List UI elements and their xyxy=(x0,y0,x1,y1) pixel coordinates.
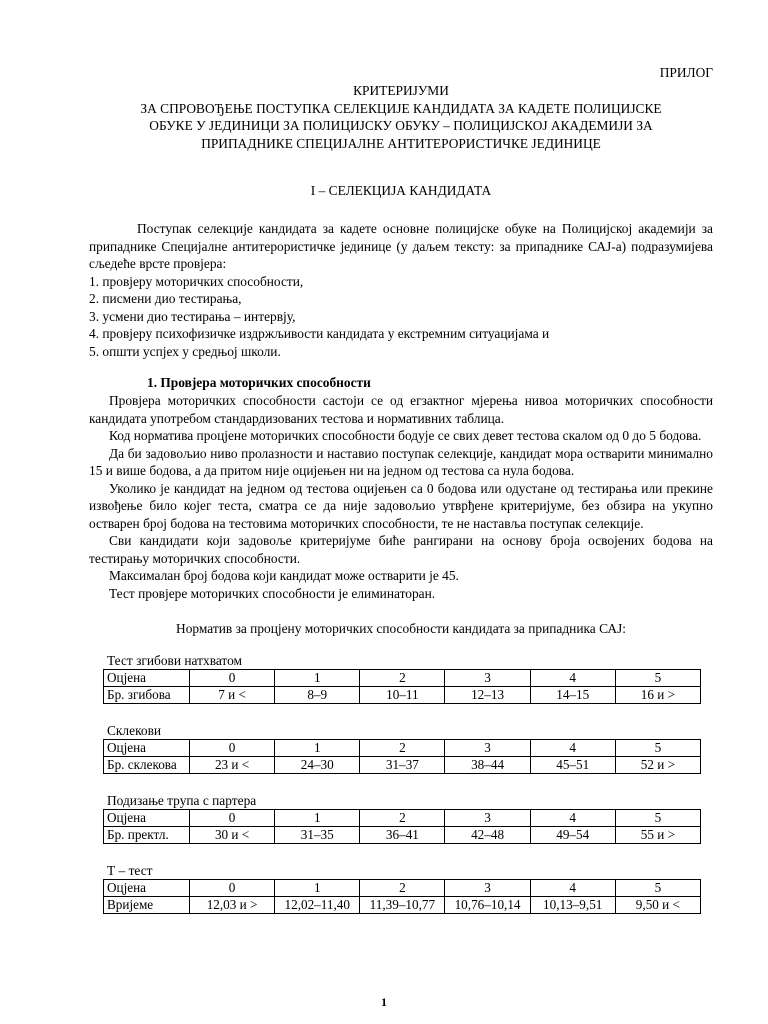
table-cell: 5 xyxy=(615,740,700,757)
table-cell: 11,39–10,77 xyxy=(360,897,445,914)
paragraph: Да би задовољио ниво пролазности и наставио поступак селекције, кандидат мора остварити минимално 15 и више бодова, а да притом није оцијењен ни на једном од тестова са нула бодова. xyxy=(89,445,713,478)
title-line: ЗА СПРОВОЂЕЊЕ ПОСТУПКА СЕЛЕКЦИЈЕ КАНДИДАТА ЗА КАДЕТЕ ПОЛИЦИЈСКЕ xyxy=(140,100,662,116)
table-cell: 3 xyxy=(445,880,530,897)
table-cell: Бр. склекова xyxy=(104,757,190,774)
table-cell: Вријеме xyxy=(104,897,190,914)
table-cell: 16 и > xyxy=(615,687,700,704)
table-label: Т – тест xyxy=(107,863,153,878)
table-row xyxy=(104,897,701,914)
table-cell: 1 xyxy=(275,740,360,757)
table-cell: 0 xyxy=(190,880,275,897)
table-row xyxy=(104,827,701,844)
list-item: 5. општи успјех у средњој школи. xyxy=(89,343,281,359)
table-cell: 14–15 xyxy=(530,687,615,704)
paragraph: Уколико је кандидат на једном од тестова оцијењен са 0 бодова или одустане од тестирања или прекине извођење било којег теста, сматра се да није задовољио утврђене критеријуме, без обзира на укупно остварен број бодова на тестовима моторичких способности, те не наставља поступак селекције. xyxy=(89,480,713,531)
table-cell: 12,02–11,40 xyxy=(275,897,360,914)
table-cell: 31–35 xyxy=(275,827,360,844)
table-label: Склекови xyxy=(107,723,162,738)
table-cell: 2 xyxy=(360,810,445,827)
table-cell: 38–44 xyxy=(445,757,530,774)
table-cell: 12–13 xyxy=(445,687,530,704)
table-cell: 5 xyxy=(615,810,700,827)
page-number: 1 xyxy=(381,995,387,1009)
document-page xyxy=(89,64,713,914)
title-line: КРИТЕРИЈУМИ xyxy=(353,83,449,98)
table-cell: 55 и > xyxy=(615,827,700,844)
table-cell: 30 и < xyxy=(190,827,275,844)
table-cell: 10–11 xyxy=(360,687,445,704)
annex-label: ПРИЛОГ xyxy=(659,65,713,80)
list-item: 1. провјеру моторичких способности, xyxy=(89,273,304,289)
list-item: 2. писмени дио тестирања, xyxy=(89,291,242,306)
pushups-table xyxy=(103,739,701,774)
table-cell: 5 xyxy=(615,670,700,687)
situps-table xyxy=(103,809,701,844)
table-cell: 10,13–9,51 xyxy=(530,897,615,914)
table-row xyxy=(104,687,701,704)
paragraph: Тест провјере моторичких способности је елиминаторан. xyxy=(109,585,436,601)
table-cell: Бр. пректл. xyxy=(104,827,190,844)
document-title xyxy=(89,82,713,152)
table-cell: 8–9 xyxy=(275,687,360,704)
table-cell: 3 xyxy=(445,670,530,687)
table-cell: Оцјена xyxy=(104,740,190,757)
table-cell: Оцјена xyxy=(104,880,190,897)
table-cell: 3 xyxy=(445,740,530,757)
table-label: Подизање трупа с партера xyxy=(107,793,257,808)
table-row xyxy=(104,740,701,757)
table-cell: 9,50 и < xyxy=(615,897,700,914)
table-cell: 1 xyxy=(275,810,360,827)
table-cell: 31–37 xyxy=(360,757,445,774)
table-cell: 0 xyxy=(190,670,275,687)
paragraph: Максималан број бодова који кандидат може остварити је 45. xyxy=(109,568,459,583)
table-cell: 3 xyxy=(445,810,530,827)
table-cell: 49–54 xyxy=(530,827,615,844)
table-row xyxy=(104,670,701,687)
table-cell: Оцјена xyxy=(104,670,190,687)
table-cell: 42–48 xyxy=(445,827,530,844)
table-cell: 0 xyxy=(190,810,275,827)
table-row xyxy=(104,880,701,897)
table-cell: 5 xyxy=(615,880,700,897)
table-cell: 4 xyxy=(530,740,615,757)
pullups-table xyxy=(103,669,701,704)
table-cell: 1 xyxy=(275,670,360,687)
list-item: 4. провјеру психофизичке издржљивости кандидата у екстремним ситуацијама и xyxy=(89,326,550,341)
checks-list xyxy=(89,273,713,361)
norm-caption: Норматив за процјену моторичких способности кандидата за припадника САЈ: xyxy=(176,621,626,636)
table-cell: 45–51 xyxy=(530,757,615,774)
table-cell: 24–30 xyxy=(275,757,360,774)
table-row xyxy=(104,810,701,827)
section-title: I – СЕЛЕКЦИЈА КАНДИДАТА xyxy=(310,183,492,198)
table-cell: 12,03 и > xyxy=(190,897,275,914)
subsection-title: 1. Провјера моторичких способности xyxy=(147,375,371,390)
table-cell: 23 и < xyxy=(190,757,275,774)
table-cell: 7 и < xyxy=(190,687,275,704)
table-cell: Оцјена xyxy=(104,810,190,827)
table-cell: 4 xyxy=(530,880,615,897)
table-cell: 1 xyxy=(275,880,360,897)
table-cell: 52 и > xyxy=(615,757,700,774)
table-row xyxy=(104,757,701,774)
paragraph: Сви кандидати који задовоље критеријуме биће рангирани на основу броја освојених бодова на тестирању моторичких способности. xyxy=(89,533,713,566)
title-line: ОБУКЕ У ЈЕДИНИЦИ ЗА ПОЛИЦИЈСКУ ОБУКУ – ПОЛИЦИЈСКОЈ АКАДЕМИЈИ ЗА xyxy=(149,118,653,133)
table-cell: 10,76–10,14 xyxy=(445,897,530,914)
paragraph: Провјера моторичких способности састоји се од егзактног мјерења нивоа моторичких способности кандидата употребом стандардизованих тестова и нормативних таблица. xyxy=(89,393,713,426)
table-cell: 36–41 xyxy=(360,827,445,844)
title-line: ПРИПАДНИКЕ СПЕЦИЈАЛНЕ АНТИТЕРОРИСТИЧКЕ ЈЕДИНИЦЕ xyxy=(201,135,601,151)
paragraph: Код норматива процјене моторичких способности бодује се свих девет тестова скалом од 0 до 5 бодова. xyxy=(109,428,702,443)
intro-paragraph: Поступак селекције кандидата за кадете основне полицијске обуке на Полицијској академији за припаднике Специјалне антитерористичке јединице (у даљем тексту: за припаднике САЈ-а) подразумијева сљедеће врсте провјера: xyxy=(89,221,713,271)
table-cell: 2 xyxy=(360,740,445,757)
table-cell: Бр. згибова xyxy=(104,687,190,704)
table-cell: 2 xyxy=(360,880,445,897)
t-test-table xyxy=(103,879,701,914)
table-cell: 4 xyxy=(530,670,615,687)
table-cell: 2 xyxy=(360,670,445,687)
table-cell: 0 xyxy=(190,740,275,757)
table-cell: 4 xyxy=(530,810,615,827)
list-item: 3. усмени дио тестирања – интервју, xyxy=(89,308,296,324)
table-label: Тест згибови натхватом xyxy=(107,653,243,668)
